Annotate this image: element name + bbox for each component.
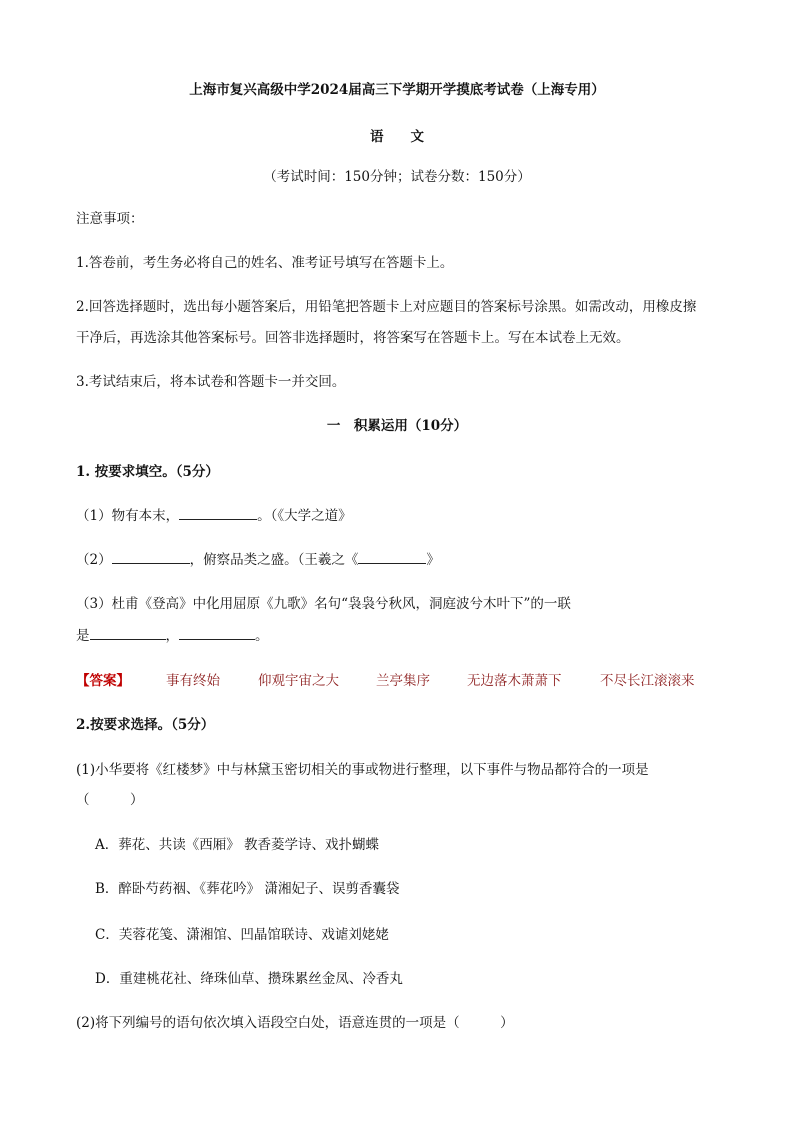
answer-paren[interactable]: （ ） [76,792,144,808]
q1-part3-end: 。 [255,628,269,644]
fill-blank[interactable] [179,505,257,520]
question-2-stem: 2.按要求选择。（5分） [76,717,215,733]
q1-part3-comma: ， [165,628,179,644]
answer-item-5: 不尽长江滚滚来 [600,673,695,689]
q1-part2-prefix: （2） [76,552,112,568]
note-item-2-line-2: 干净后，再选涂其他答案标号。回答非选择题时，将答案写在答题卡上。写在本试卷上无效。 [76,330,630,346]
option-d[interactable]: D．重建桃花社、绛珠仙草、攒珠累丝金凤、冷香丸 [95,971,403,987]
q1-part1-suffix: 。（《大学之道》 [257,508,352,524]
q1-part1-prefix: （1）物有本末， [76,508,180,524]
answer-item-4: 无边落木萧萧下 [467,673,562,689]
fill-blank[interactable] [112,549,190,564]
option-b[interactable]: B．醉卧芍药裀、《葬花吟》 潇湘妃子、误剪香囊袋 [95,881,400,897]
note-item-3: 3.考试结束后，将本试卷和答题卡一并交回。 [76,374,346,390]
q1-part2-middle: ，俯察品类之盛。（王羲之《 [189,552,359,568]
answer-item-1: 事有终始 [166,673,220,689]
q1-part2-suffix: 》 [426,552,440,568]
notes-heading: 注意事项： [76,211,144,227]
question-1-part-1 [76,505,352,526]
answer-item-3: 兰亭集序 [376,673,430,689]
fill-blank[interactable] [358,549,426,564]
question-1-part-3-line-2 [76,625,269,646]
section-heading: 一 积累运用（10分） [326,418,468,434]
note-item-1: 1.答卷前，考生务必将自己的姓名、准考证号填写在答题卡上。 [76,255,454,271]
question-1-stem: 1. 按要求填空。（5分） [76,464,219,480]
question-1-part-3-line-1: （3）杜甫《登高》中化用屈原《九歌》名句“袅袅兮秋风，洞庭波兮木叶下”的一联 [76,596,571,612]
exam-info: （考试时间：150分钟；试卷分数：150分） [263,169,531,185]
question-2-sub-1-line-1: (1)小华要将《红楼梦》中与林黛玉密切相关的事或物进行整理，以下事件与物品都符合的一项是 [76,762,649,778]
option-a[interactable]: A．葬花、共读《西厢》 教香菱学诗、戏扑蝴蝶 [95,837,380,853]
question-2-sub-2: (2)将下列编号的语句依次填入语段空白处，语意连贯的一项是（ ） [76,1015,514,1031]
q1-part3-prefix: 是 [76,628,90,644]
fill-blank[interactable] [179,625,255,640]
question-1-part-2 [76,549,440,570]
subject-title: 语 文 [370,129,424,145]
fill-blank[interactable] [90,625,166,640]
note-item-2-line-1: 2.回答选择题时，选出每小题答案后，用铅笔把答题卡上对应题目的答案标号涂黑。如需改动，用橡皮擦 [76,299,697,315]
answer-label: 【答案】 [76,673,130,689]
option-c[interactable]: C．芙蓉花笺、潇湘馆、凹晶馆联诗、戏谑刘姥姥 [95,927,389,943]
answer-item-2: 仰观宇宙之大 [258,673,339,689]
exam-title: 上海市复兴高级中学2024届高三下学期开学摸底考试卷（上海专用） [189,82,605,98]
answer-row [76,671,130,691]
